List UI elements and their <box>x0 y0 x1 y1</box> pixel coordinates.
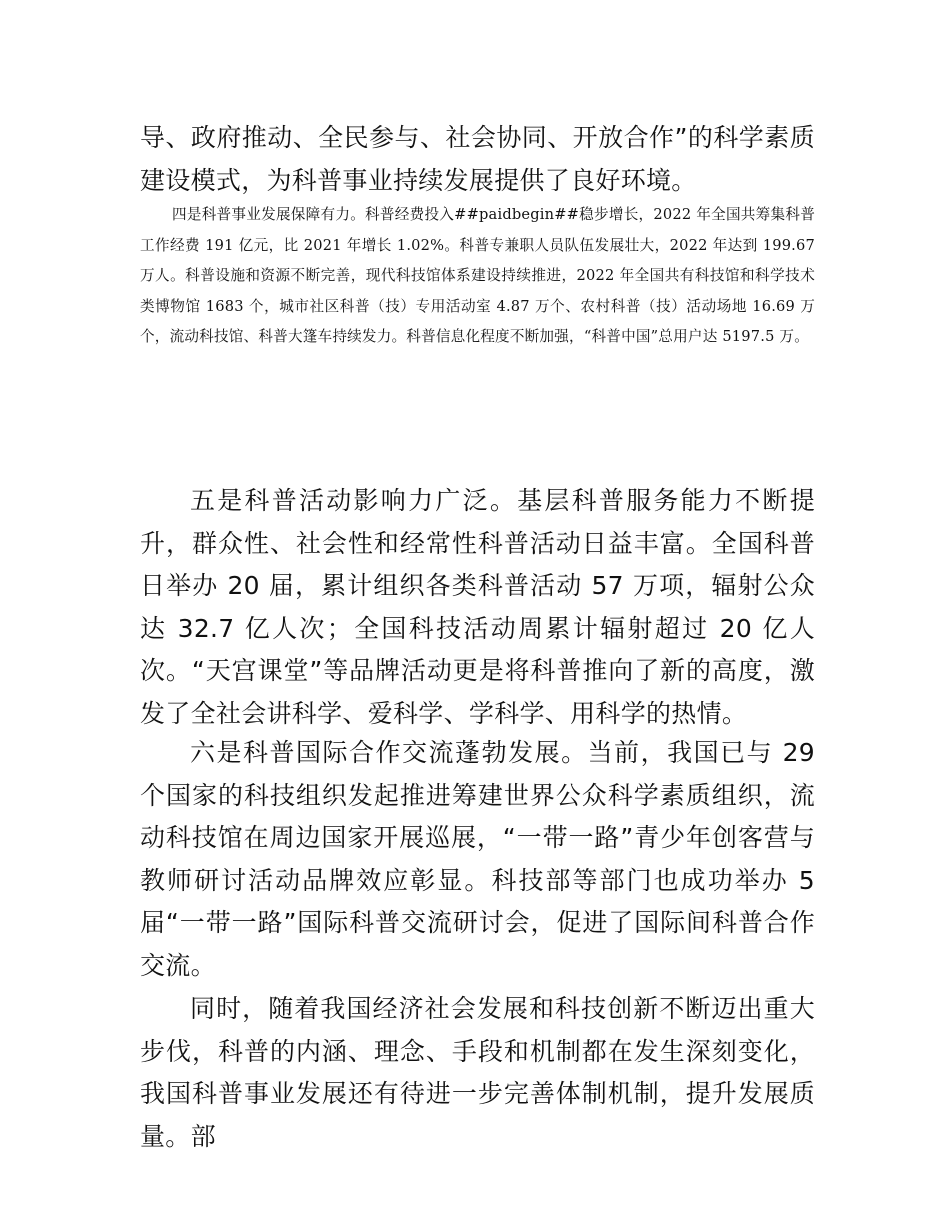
paragraph-fifth-activity-influence: 五是科普活动影响力广泛。基层科普服务能力不断提升，群众性、社会性和经常性科普活动日益丰富。全国科普日举办 20 届，累计组织各类科普活动 57 万项，辐射公众达 32.7 亿人次；全国科技活动周累计辐射超过 20 亿人次。“天宫课堂”等品牌活动更是将科普推向了新的高度，激发了全社会讲科学、爱科学、学科学、用科学的热情。 <box>140 486 815 728</box>
paragraph-fourth-funding-guarantee: 四是科普事业发展保障有力。科普经费投入##paidbegin##稳步增长，2022 年全国共筹集科普工作经费 191 亿元，比 2021 年增长 1.02%。科普专兼职人员队伍发展壮大，2022 年达到 199.67 万人。科普设施和资源不断完善，现代科技馆体系建设持续推进，2022 年全国共有科技馆和科学技术类博物馆 1683 个，城市社区科普（技）专用活动室 4.87 万个、农村科普（技）活动场地 16.69 万个，流动科技馆、科普大篷车持续发力。科普信息化程度不断加强，“科普中国”总用户达 5197.5 万。 <box>140 206 815 346</box>
paragraph-science-literacy-model: 导、政府推动、全民参与、社会协同、开放合作”的科学素质建设模式，为科普事业持续发展提供了良好环境。 <box>140 123 815 195</box>
paragraph-sixth-international-cooperation: 六是科普国际合作交流蓬勃发展。当前，我国已与 29 个国家的科技组织发起推进筹建世界公众科学素质组织，流动科技馆在周边国家开展巡展，“一带一路”青少年创客营与教师研讨活动品牌效应彰显。科技部等部门也成功举办 5 届“一带一路”国际科普交流研讨会，促进了国际间科普合作交流。 <box>140 738 815 980</box>
paragraph-meanwhile-development: 同时，随着我国经济社会发展和科技创新不断迈出重大步伐，科普的内涵、理念、手段和机制都在发生深刻变化，我国科普事业发展还有待进一步完善体制机制，提升发展质量。部 <box>140 994 815 1151</box>
